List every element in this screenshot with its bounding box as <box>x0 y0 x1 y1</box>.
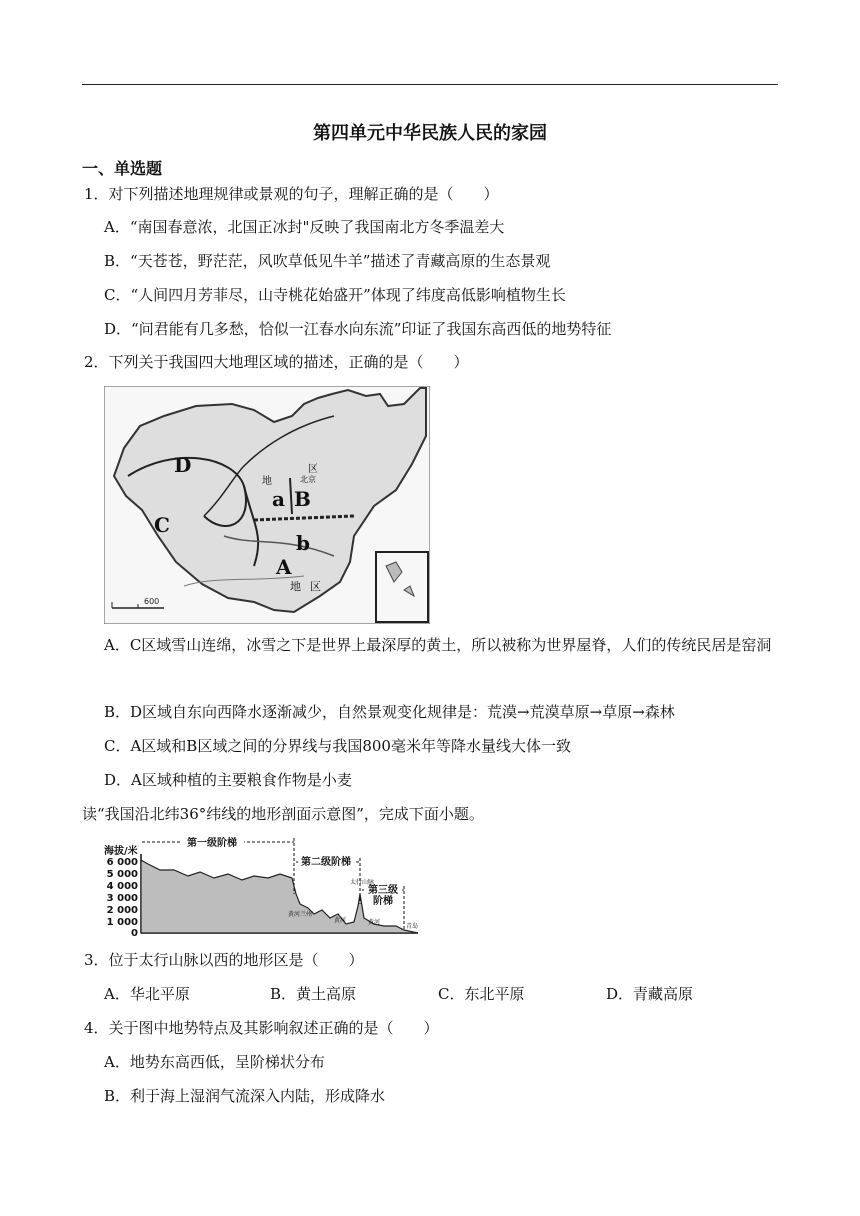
ytick-5000: 5 000 <box>106 869 138 880</box>
question-1-option-a: A．“南国春意浓，北国正冰封"反映了我国南北方冬季温差大 <box>104 218 505 236</box>
map-label-line-b: b <box>296 531 310 555</box>
map-svg <box>104 386 430 624</box>
ytick-6000: 6 000 <box>106 857 138 868</box>
question-1-option-d: D．“问君能有几多愁，恰似一江春水向东流”印证了我国东高西低的地势特征 <box>104 320 612 338</box>
ytick-2000: 2 000 <box>106 905 138 916</box>
map-label-b: B <box>294 487 311 511</box>
question-3-option-a: A．华北平原 <box>104 985 190 1003</box>
question-1-option-c: C．“人间四月芳菲尽，山寺桃花始盛开”体现了纬度高低影响植物生长 <box>104 286 566 304</box>
place-huanghe-3: 黄河 <box>368 919 381 926</box>
place-huanghe-2: 黄河 <box>334 917 347 924</box>
profile-step-3b: 阶梯 <box>373 896 393 907</box>
map-label-qu-2: 区 <box>310 580 321 593</box>
map-label-a: A <box>276 555 292 579</box>
question-2-stem: 2．下列关于我国四大地理区域的描述，正确的是（ ） <box>84 353 469 371</box>
page-title: 第四单元中华民族人民的家园 <box>313 123 547 144</box>
question-4-stem: 4．关于图中地势特点及其影响叙述正确的是（ ） <box>84 1019 439 1037</box>
section-heading: 一、单选题 <box>82 159 163 178</box>
map-label-d: D <box>174 453 192 477</box>
map-label-beijing: 北京 <box>300 475 316 484</box>
question-3-stem: 3．位于太行山脉以西的地形区是（ ） <box>84 951 364 969</box>
profile-svg <box>104 834 420 938</box>
profile-step-1: 第一级阶梯 <box>187 838 237 849</box>
map-label-line-a: a <box>272 487 285 511</box>
terrain-profile-figure <box>104 834 420 938</box>
profile-ylabel: 海拔/米 <box>104 846 138 857</box>
question-3-option-d: D．青藏高原 <box>606 985 694 1003</box>
question-1-option-b: B．“天苍苍，野茫茫，风吹草低见牛羊”描述了青藏高原的生态景观 <box>104 252 551 270</box>
map-label-di-2: 地 <box>290 580 301 593</box>
group-intro: 读“我国沿北纬36°纬线的地形剖面示意图”，完成下面小题。 <box>82 805 484 823</box>
ytick-4000: 4 000 <box>106 881 138 892</box>
question-1-stem: 1．对下列描述地理规律或景观的句子，理解正确的是（ ） <box>84 185 499 203</box>
profile-step-3: 第三级 <box>368 885 398 896</box>
question-2-option-b: B．D区域自东向西降水逐渐减少，自然景观变化规律是：荒漠→荒漠草原→草原→森林 <box>104 703 675 721</box>
question-2-option-a: A．C区域雪山连绵，冰雪之下是世界上最深厚的黄土，所以被称为世界屋脊，人们的传统民居是窑洞 <box>104 636 772 654</box>
question-3-option-b: B．黄土高原 <box>270 985 357 1003</box>
svg-text:600: 600 <box>144 597 160 606</box>
question-4-option-a: A．地势东高西低，呈阶梯状分布 <box>104 1053 325 1071</box>
china-regions-map <box>104 386 430 624</box>
profile-step-2: 第二级阶梯 <box>301 857 351 868</box>
question-2-option-c: C．A区域和B区域之间的分界线与我国800毫米年等降水量线大体一致 <box>104 737 571 755</box>
ytick-3000: 3 000 <box>106 893 138 904</box>
place-taihang: 太行山脉 <box>350 879 375 886</box>
question-2-option-d: D．A区域种植的主要粮食作物是小麦 <box>104 771 352 789</box>
ytick-1000: 1 000 <box>106 917 138 928</box>
header-rule <box>82 84 778 85</box>
map-label-di: 地 <box>262 476 272 487</box>
map-label-c: C <box>154 513 170 537</box>
place-qingdao: 青岛 <box>406 923 419 930</box>
map-label-qu: 区 <box>308 464 318 475</box>
question-3-option-c: C．东北平原 <box>438 985 525 1003</box>
place-huanghe-1: 黄河 <box>288 911 301 918</box>
question-4-option-b: B．利于海上湿润气流深入内陆，形成降水 <box>104 1087 386 1105</box>
ytick-0: 0 <box>131 928 138 938</box>
place-lanzhou: 兰州 <box>300 911 313 918</box>
